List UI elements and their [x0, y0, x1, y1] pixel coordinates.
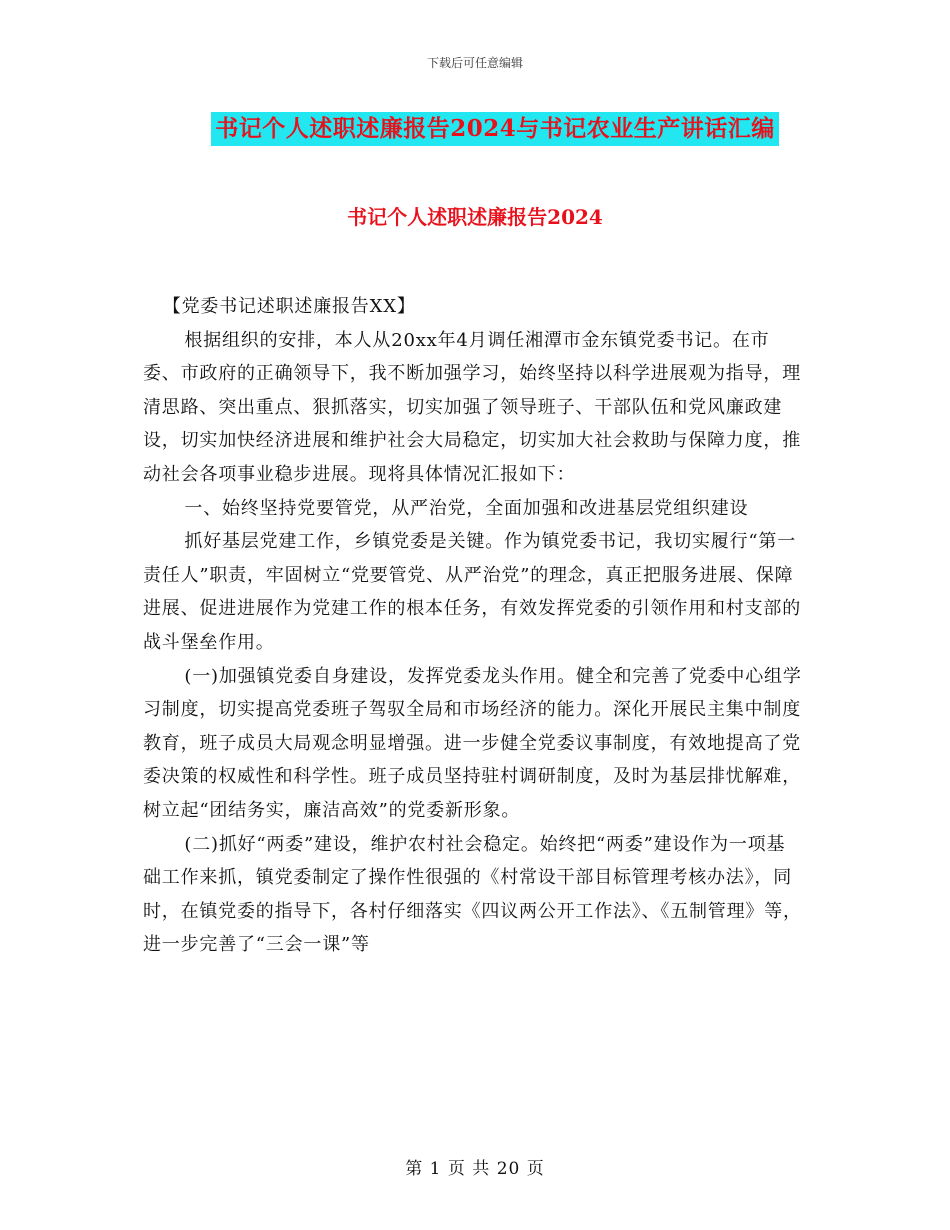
title-spacer — [143, 223, 803, 290]
page-header-note: 下载后可任意编辑 — [426, 56, 523, 70]
paragraph-3: 抓好基层党建工作，乡镇党委是关键。作为镇党委书记，我切实履行“第一责任人”职责，牢固树立“党要管党、从严治党”的理念，真正把服务进展、保障进展、促进进展作为党建工作的根本任务，有效发挥党委的引领作用和村支部的战斗堡垒作用。 — [143, 531, 801, 653]
paragraph-4: (一)加强镇党委自身建设，发挥党委龙头作用。健全和完善了党委中心组学习制度，切实提高党委班子驾驭全局和市场经济的能力。深化开展民主集中制度教育，班子成员大局观念明显增强。进一步健全党委议事制度，有效地提高了党委决策的权威性和科学性。班子成员坚持驻村调研制度，及时为基层排忧解难，树立起“团结务实，廉洁高效”的党委新形象。 — [143, 665, 802, 821]
paragraph-1: 根据组织的安排，本人从20xx年4月调任湘潭市金东镇党委书记。在市委、市政府的正确领导下，我不断加强学习，始终坚持以科学进展观为指导，理清思路、突出重点、狠抓落实，切实加强了领导班子、干部队伍和党风廉政建设，切实加快经济进展和维护社会大局稳定，切实加大社会救助与保障力度，推动社会各项事业稳步进展。现将具体情况汇报如下： — [143, 329, 801, 485]
document-body — [143, 223, 803, 962]
main-title-container — [0, 112, 950, 146]
paragraph-2-heading: 一、始终坚持党要管党，从严治党，全面加强和改进基层党组织建设 — [184, 497, 749, 519]
paragraph-5: (二)抓好“两委”建设，维护农村社会稳定。始终把“两委”建设作为一项基础工作来抓，镇党委制定了操作性很强的《村常设干部目标管理考核办法》，同时，在镇党委的指导下，各村仔细落实《四议两公开工作法》、《五制管理》等，进一步完善了“三会一课”等 — [143, 833, 802, 956]
subsection-label: 【党委书记述职述廉报告XX】 — [162, 296, 416, 317]
page-number: 第 1 页 共 20 页 — [405, 1159, 545, 1179]
section-title: 书记个人述职述廉报告2024 — [347, 205, 603, 229]
main-title: 书记个人述职述廉报告2024与书记农业生产讲话汇编 — [211, 112, 779, 146]
